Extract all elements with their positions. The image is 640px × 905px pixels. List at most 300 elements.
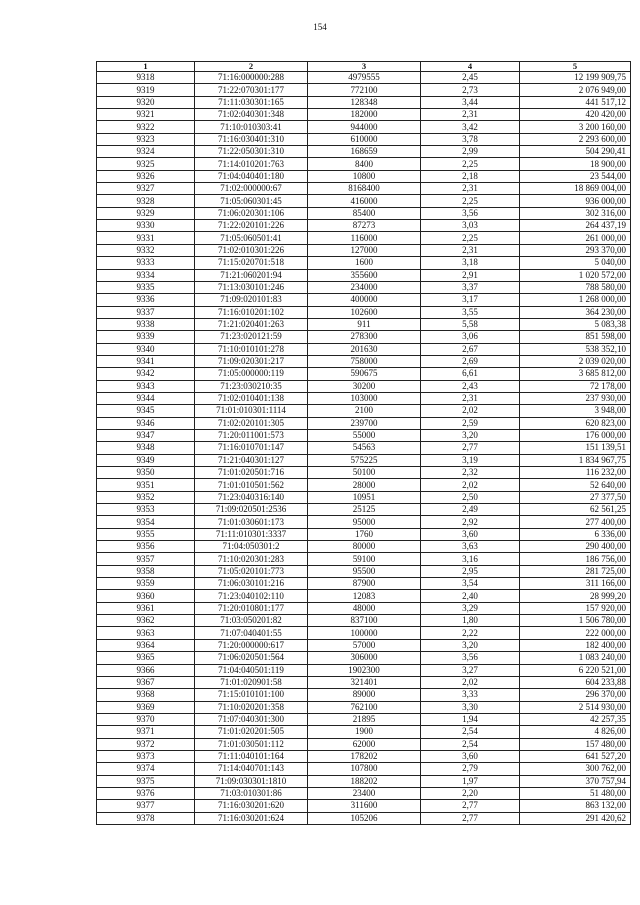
area-cell: 1600 (308, 257, 421, 269)
cadastral-number-cell: 71:04:040501:119 (195, 664, 308, 676)
cadastral-number-cell: 71:09:030301:1810 (195, 775, 308, 787)
area-cell: 102600 (308, 306, 421, 318)
value-cell: 151 139,51 (520, 442, 631, 454)
rate-cell: 2,77 (421, 800, 520, 812)
row-number-cell: 9355 (97, 528, 195, 540)
cadastral-number-cell: 71:05:060501:41 (195, 232, 308, 244)
table-row (97, 392, 631, 404)
cadastral-number-cell: 71:20:000000:617 (195, 639, 308, 651)
value-cell: 2 293 600,00 (520, 133, 631, 145)
value-cell: 23 544,00 (520, 170, 631, 182)
row-number-cell: 9340 (97, 343, 195, 355)
row-number-cell: 9369 (97, 701, 195, 713)
cadastral-number-cell: 71:16:000000:288 (195, 72, 308, 84)
table-row (97, 72, 631, 84)
area-cell: 1760 (308, 528, 421, 540)
value-cell: 364 230,00 (520, 306, 631, 318)
area-cell: 10951 (308, 491, 421, 503)
cadastral-number-cell: 71:16:030201:620 (195, 800, 308, 812)
area-cell: 87273 (308, 220, 421, 232)
rate-cell: 3,18 (421, 257, 520, 269)
cadastral-number-cell: 71:10:010303:41 (195, 121, 308, 133)
rate-cell: 3,20 (421, 639, 520, 651)
cadastral-number-cell: 71:02:040301:348 (195, 109, 308, 121)
table-row (97, 96, 631, 108)
area-cell: 762100 (308, 701, 421, 713)
cadastral-number-cell: 71:14:040701:143 (195, 763, 308, 775)
cadastral-number-cell: 71:13:030101:246 (195, 281, 308, 293)
row-number-cell: 9333 (97, 257, 195, 269)
table-row (97, 405, 631, 417)
row-number-cell: 9368 (97, 689, 195, 701)
value-cell: 863 132,00 (520, 800, 631, 812)
area-cell: 10800 (308, 170, 421, 182)
cadastral-number-cell: 71:15:010101:100 (195, 689, 308, 701)
value-cell: 2 039 020,00 (520, 355, 631, 367)
value-cell: 18 869 004,00 (520, 183, 631, 195)
row-number-cell: 9332 (97, 244, 195, 256)
row-number-cell: 9360 (97, 590, 195, 602)
table-row (97, 528, 631, 540)
area-cell: 50100 (308, 467, 421, 479)
rate-cell: 1,94 (421, 713, 520, 725)
table-row (97, 491, 631, 503)
row-number-cell: 9361 (97, 602, 195, 614)
value-cell: 18 900,00 (520, 158, 631, 170)
table-row (97, 689, 631, 701)
area-cell: 355600 (308, 269, 421, 281)
row-number-cell: 9320 (97, 96, 195, 108)
value-cell: 12 199 909,75 (520, 72, 631, 84)
cadastral-number-cell: 71:16:030201:624 (195, 812, 308, 824)
rate-cell: 2,79 (421, 763, 520, 775)
rate-cell: 3,60 (421, 528, 520, 540)
value-cell: 936 000,00 (520, 195, 631, 207)
value-cell: 2 514 930,00 (520, 701, 631, 713)
area-cell: 944000 (308, 121, 421, 133)
row-number-cell: 9343 (97, 380, 195, 392)
rate-cell: 2,91 (421, 269, 520, 281)
value-cell: 1 083 240,00 (520, 652, 631, 664)
area-cell: 105206 (308, 812, 421, 824)
value-cell: 3 200 160,00 (520, 121, 631, 133)
rate-cell: 3,44 (421, 96, 520, 108)
rate-cell: 3,27 (421, 664, 520, 676)
cadastral-number-cell: 71:22:070301:177 (195, 84, 308, 96)
value-cell: 504 290,41 (520, 146, 631, 158)
column-header: 5 (520, 62, 631, 72)
cadastral-number-cell: 71:05:020101:773 (195, 565, 308, 577)
table-row (97, 146, 631, 158)
rate-cell: 6,61 (421, 368, 520, 380)
cadastral-number-cell: 71:10:020301:283 (195, 553, 308, 565)
cadastral-number-cell: 71:04:050301:2 (195, 541, 308, 553)
cadastral-number-cell: 71:21:020401:263 (195, 318, 308, 330)
row-number-cell: 9366 (97, 664, 195, 676)
value-cell: 157 480,00 (520, 738, 631, 750)
area-cell: 62000 (308, 738, 421, 750)
table-row (97, 664, 631, 676)
value-cell: 604 233,88 (520, 676, 631, 688)
table-row (97, 306, 631, 318)
cadastral-number-cell: 71:01:020201:505 (195, 726, 308, 738)
rate-cell: 3,29 (421, 602, 520, 614)
table-row (97, 331, 631, 343)
area-cell: 1900 (308, 726, 421, 738)
row-number-cell: 9364 (97, 639, 195, 651)
area-cell: 4979555 (308, 72, 421, 84)
value-cell: 302 316,00 (520, 207, 631, 219)
cadastral-number-cell: 71:14:010201:763 (195, 158, 308, 170)
table-row (97, 121, 631, 133)
value-cell: 291 420,62 (520, 812, 631, 824)
row-number-cell: 9324 (97, 146, 195, 158)
rate-cell: 3,63 (421, 541, 520, 553)
value-cell: 538 352,10 (520, 343, 631, 355)
column-header: 2 (195, 62, 308, 72)
area-cell: 178202 (308, 750, 421, 762)
table-row (97, 750, 631, 762)
area-cell: 25125 (308, 504, 421, 516)
row-number-cell: 9336 (97, 294, 195, 306)
rate-cell: 2,54 (421, 738, 520, 750)
row-number-cell: 9371 (97, 726, 195, 738)
cadastral-number-cell: 71:23:020121:59 (195, 331, 308, 343)
row-number-cell: 9349 (97, 454, 195, 466)
rate-cell: 3,16 (421, 553, 520, 565)
cadastral-number-cell: 71:01:020501:716 (195, 467, 308, 479)
area-cell: 12083 (308, 590, 421, 602)
area-cell: 772100 (308, 84, 421, 96)
area-cell: 234000 (308, 281, 421, 293)
area-cell: 28000 (308, 479, 421, 491)
table-row (97, 578, 631, 590)
value-cell: 311 166,00 (520, 578, 631, 590)
row-number-cell: 9323 (97, 133, 195, 145)
cadastral-number-cell: 71:05:060301:45 (195, 195, 308, 207)
table-row (97, 627, 631, 639)
cadastral-number-cell: 71:16:010201:102 (195, 306, 308, 318)
rate-cell: 2,59 (421, 417, 520, 429)
row-number-cell: 9367 (97, 676, 195, 688)
rate-cell: 3,56 (421, 207, 520, 219)
table-body (97, 72, 631, 825)
row-number-cell: 9353 (97, 504, 195, 516)
row-number-cell: 9341 (97, 355, 195, 367)
table-row (97, 541, 631, 553)
table-row (97, 109, 631, 121)
area-cell: 321401 (308, 676, 421, 688)
table-row (97, 170, 631, 182)
area-cell: 103000 (308, 392, 421, 404)
area-cell: 100000 (308, 627, 421, 639)
cadastral-number-cell: 71:05:000000:119 (195, 368, 308, 380)
area-cell: 400000 (308, 294, 421, 306)
rate-cell: 2,25 (421, 195, 520, 207)
cadastral-number-cell: 71:09:020501:2536 (195, 504, 308, 516)
area-cell: 8168400 (308, 183, 421, 195)
row-number-cell: 9372 (97, 738, 195, 750)
rate-cell: 3,30 (421, 701, 520, 713)
rate-cell: 2,22 (421, 627, 520, 639)
value-cell: 420 420,00 (520, 109, 631, 121)
row-number-cell: 9337 (97, 306, 195, 318)
rate-cell: 2,02 (421, 479, 520, 491)
area-cell: 80000 (308, 541, 421, 553)
row-number-cell: 9344 (97, 392, 195, 404)
area-cell: 278300 (308, 331, 421, 343)
cadastral-number-cell: 71:03:050201:82 (195, 615, 308, 627)
area-cell: 57000 (308, 639, 421, 651)
rate-cell: 3,20 (421, 429, 520, 441)
area-cell: 911 (308, 318, 421, 330)
rate-cell: 2,31 (421, 109, 520, 121)
cadastral-number-cell: 71:02:010301:226 (195, 244, 308, 256)
rate-cell: 3,55 (421, 306, 520, 318)
rate-cell: 2,77 (421, 442, 520, 454)
area-cell: 85400 (308, 207, 421, 219)
column-header: 3 (308, 62, 421, 72)
value-cell: 42 257,35 (520, 713, 631, 725)
cadastral-number-cell: 71:20:011001:573 (195, 429, 308, 441)
value-cell: 222 000,00 (520, 627, 631, 639)
cadastral-number-cell: 71:16:010701:147 (195, 442, 308, 454)
cadastral-number-cell: 71:16:030401:310 (195, 133, 308, 145)
cadastral-number-cell: 71:02:020101:305 (195, 417, 308, 429)
rate-cell: 3,33 (421, 689, 520, 701)
table-row (97, 738, 631, 750)
table-row (97, 318, 631, 330)
rate-cell: 2,02 (421, 676, 520, 688)
table-row (97, 281, 631, 293)
row-number-cell: 9329 (97, 207, 195, 219)
rate-cell: 2,31 (421, 183, 520, 195)
table-row (97, 417, 631, 429)
area-cell: 590675 (308, 368, 421, 380)
value-cell: 300 762,00 (520, 763, 631, 775)
value-cell: 237 930,00 (520, 392, 631, 404)
cadastral-number-cell: 71:03:010301:86 (195, 787, 308, 799)
cadastral-number-cell: 71:06:030101:216 (195, 578, 308, 590)
table-row (97, 269, 631, 281)
row-number-cell: 9319 (97, 84, 195, 96)
rate-cell: 3,42 (421, 121, 520, 133)
row-number-cell: 9334 (97, 269, 195, 281)
table-row (97, 207, 631, 219)
table-row (97, 787, 631, 799)
value-cell: 277 400,00 (520, 516, 631, 528)
row-number-cell: 9354 (97, 516, 195, 528)
row-number-cell: 9345 (97, 405, 195, 417)
row-number-cell: 9352 (97, 491, 195, 503)
row-number-cell: 9346 (97, 417, 195, 429)
rate-cell: 2,32 (421, 467, 520, 479)
rate-cell: 2,50 (421, 491, 520, 503)
rate-cell: 2,31 (421, 244, 520, 256)
value-cell: 72 178,00 (520, 380, 631, 392)
table-row (97, 516, 631, 528)
row-number-cell: 9374 (97, 763, 195, 775)
rate-cell: 2,54 (421, 726, 520, 738)
rate-cell: 3,56 (421, 652, 520, 664)
cadastral-number-cell: 71:09:020301:217 (195, 355, 308, 367)
table-row (97, 429, 631, 441)
row-number-cell: 9327 (97, 183, 195, 195)
row-number-cell: 9318 (97, 72, 195, 84)
cadastral-number-cell: 71:10:020201:358 (195, 701, 308, 713)
area-cell: 837100 (308, 615, 421, 627)
value-cell: 5 083,38 (520, 318, 631, 330)
area-cell: 416000 (308, 195, 421, 207)
table-row (97, 652, 631, 664)
cadastral-number-cell: 71:01:030501:112 (195, 738, 308, 750)
table-row (97, 220, 631, 232)
area-cell: 188202 (308, 775, 421, 787)
value-cell: 157 920,00 (520, 602, 631, 614)
rate-cell: 2,25 (421, 232, 520, 244)
row-number-cell: 9348 (97, 442, 195, 454)
row-number-cell: 9338 (97, 318, 195, 330)
cadastral-number-cell: 71:01:010501:562 (195, 479, 308, 491)
rate-cell: 2,31 (421, 392, 520, 404)
cadastral-number-cell: 71:06:020301:106 (195, 207, 308, 219)
cadastral-number-cell: 71:09:020101:83 (195, 294, 308, 306)
area-cell: 59100 (308, 553, 421, 565)
area-cell: 107800 (308, 763, 421, 775)
area-cell: 182000 (308, 109, 421, 121)
value-cell: 296 370,00 (520, 689, 631, 701)
cadastral-number-cell: 71:21:060201:94 (195, 269, 308, 281)
rate-cell: 2,25 (421, 158, 520, 170)
table-row (97, 442, 631, 454)
rate-cell: 2,67 (421, 343, 520, 355)
value-cell: 1 268 000,00 (520, 294, 631, 306)
column-header: 1 (97, 62, 195, 72)
cadastral-number-cell: 71:10:010101:278 (195, 343, 308, 355)
table-row (97, 479, 631, 491)
area-cell: 1902300 (308, 664, 421, 676)
value-cell: 3 948,00 (520, 405, 631, 417)
table-row (97, 590, 631, 602)
rate-cell: 1,97 (421, 775, 520, 787)
row-number-cell: 9347 (97, 429, 195, 441)
row-number-cell: 9331 (97, 232, 195, 244)
area-cell: 95000 (308, 516, 421, 528)
cadastral-number-cell: 71:02:000000:67 (195, 183, 308, 195)
rate-cell: 2,95 (421, 565, 520, 577)
cadastral-number-cell: 71:01:030601:173 (195, 516, 308, 528)
value-cell: 281 725,00 (520, 565, 631, 577)
row-number-cell: 9342 (97, 368, 195, 380)
value-cell: 441 517,12 (520, 96, 631, 108)
table-row (97, 368, 631, 380)
table-row (97, 565, 631, 577)
value-cell: 1 834 967,75 (520, 454, 631, 466)
table-row (97, 504, 631, 516)
column-header: 4 (421, 62, 520, 72)
table-row (97, 615, 631, 627)
rate-cell: 2,45 (421, 72, 520, 84)
row-number-cell: 9339 (97, 331, 195, 343)
value-cell: 27 377,50 (520, 491, 631, 503)
value-cell: 1 020 572,00 (520, 269, 631, 281)
value-cell: 788 580,00 (520, 281, 631, 293)
rate-cell: 2,73 (421, 84, 520, 96)
header-row (97, 62, 631, 72)
table-row (97, 294, 631, 306)
area-cell: 23400 (308, 787, 421, 799)
cadastral-number-cell: 71:23:040316:140 (195, 491, 308, 503)
table-row (97, 676, 631, 688)
row-number-cell: 9378 (97, 812, 195, 824)
value-cell: 182 400,00 (520, 639, 631, 651)
value-cell: 641 527,20 (520, 750, 631, 762)
value-cell: 293 370,00 (520, 244, 631, 256)
table-row (97, 775, 631, 787)
row-number-cell: 9351 (97, 479, 195, 491)
value-cell: 851 598,00 (520, 331, 631, 343)
value-cell: 176 000,00 (520, 429, 631, 441)
area-cell: 116000 (308, 232, 421, 244)
area-cell: 21895 (308, 713, 421, 725)
area-cell: 575225 (308, 454, 421, 466)
table-row (97, 355, 631, 367)
value-cell: 28 999,20 (520, 590, 631, 602)
row-number-cell: 9363 (97, 627, 195, 639)
value-cell: 620 823,00 (520, 417, 631, 429)
cadastral-number-cell: 71:22:020101:226 (195, 220, 308, 232)
table-row (97, 195, 631, 207)
row-number-cell: 9370 (97, 713, 195, 725)
area-cell: 2100 (308, 405, 421, 417)
row-number-cell: 9326 (97, 170, 195, 182)
value-cell: 6 220 521,00 (520, 664, 631, 676)
rate-cell: 3,19 (421, 454, 520, 466)
rate-cell: 2,18 (421, 170, 520, 182)
rate-cell: 5,58 (421, 318, 520, 330)
area-cell: 610000 (308, 133, 421, 145)
table-row (97, 763, 631, 775)
table-row (97, 639, 631, 651)
value-cell: 3 685 812,00 (520, 368, 631, 380)
value-cell: 264 437,19 (520, 220, 631, 232)
row-number-cell: 9358 (97, 565, 195, 577)
row-number-cell: 9335 (97, 281, 195, 293)
rate-cell: 3,78 (421, 133, 520, 145)
cadastral-number-cell: 71:11:040101:164 (195, 750, 308, 762)
cadastral-number-cell: 71:22:050301:310 (195, 146, 308, 158)
area-cell: 30200 (308, 380, 421, 392)
table-row (97, 133, 631, 145)
area-cell: 87900 (308, 578, 421, 590)
rate-cell: 2,77 (421, 812, 520, 824)
cadastral-number-cell: 71:20:010801:177 (195, 602, 308, 614)
row-number-cell: 9357 (97, 553, 195, 565)
area-cell: 306000 (308, 652, 421, 664)
area-cell: 168659 (308, 146, 421, 158)
rate-cell: 3,06 (421, 331, 520, 343)
area-cell: 128348 (308, 96, 421, 108)
row-number-cell: 9321 (97, 109, 195, 121)
value-cell: 290 400,00 (520, 541, 631, 553)
value-cell: 261 000,00 (520, 232, 631, 244)
rate-cell: 3,03 (421, 220, 520, 232)
cadastral-number-cell: 71:23:030210:35 (195, 380, 308, 392)
row-number-cell: 9359 (97, 578, 195, 590)
rate-cell: 1,80 (421, 615, 520, 627)
table-row (97, 726, 631, 738)
rate-cell: 2,43 (421, 380, 520, 392)
